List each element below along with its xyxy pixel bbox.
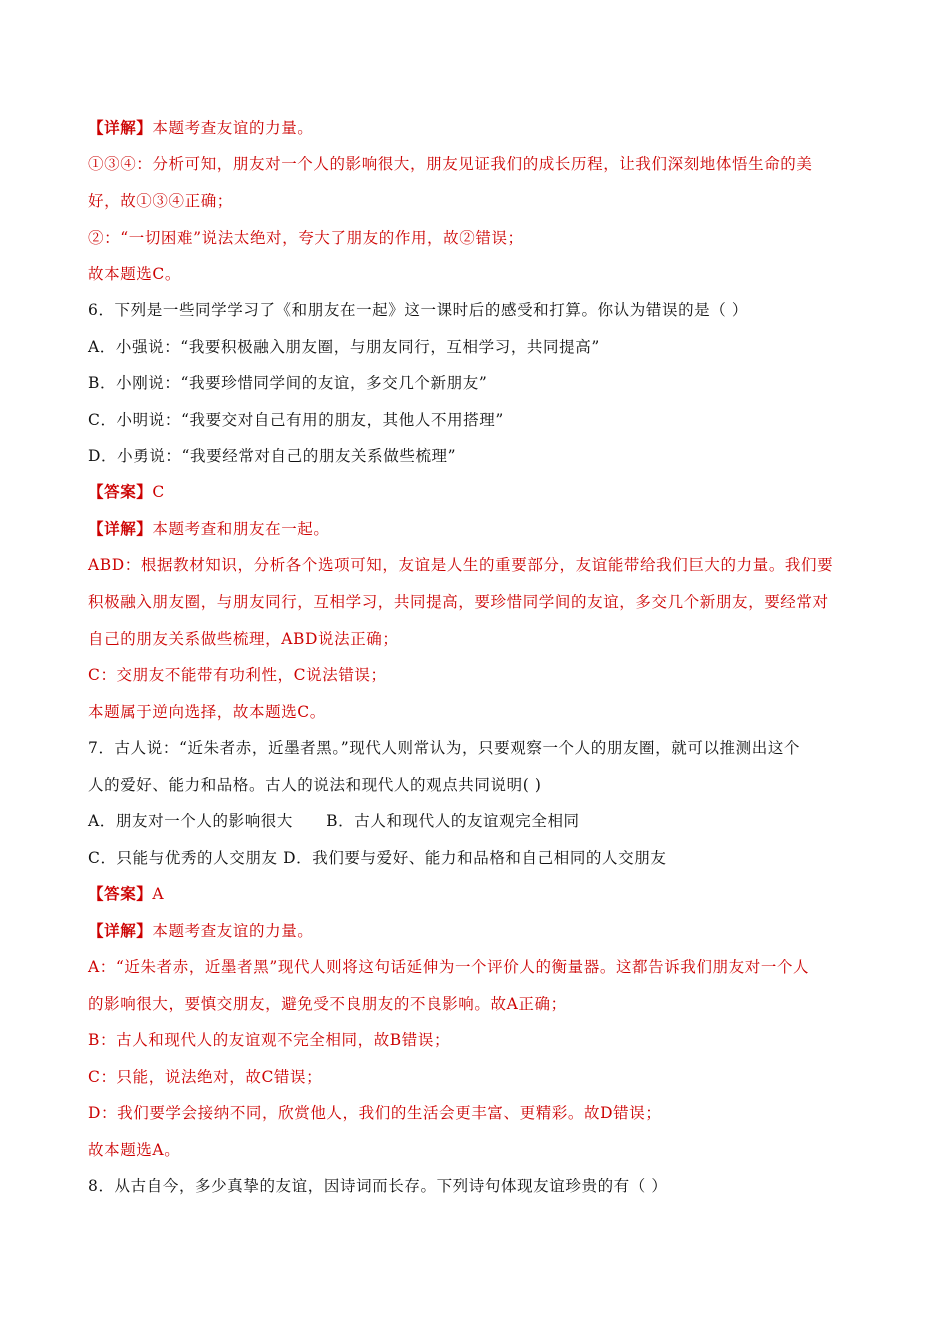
q7-conclusion: 故本题选A。 — [88, 1141, 181, 1159]
q7-analysis-line: 的影响很大，要慎交朋友，避免受不良朋友的不良影响。故A正确； — [88, 995, 567, 1013]
q7-stem: 7．古人说：“近朱者赤，近墨者黑。”现代人则常认为，只要观察一个人的朋友圈，就可以推测出这个 — [88, 739, 801, 757]
q7-detail-line — [88, 921, 878, 941]
q6-option-a: A．小强说：“我要积极融入朋友圈，与朋友同行，互相学习，共同提高” — [88, 338, 600, 356]
q6-conclusion: 本题属于逆向选择，故本题选C。 — [88, 703, 326, 721]
detail-bracket: 【详解】 — [88, 519, 153, 538]
q7-analysis-line: D：我们要学会接纳不同，欣赏他人，我们的生活会更丰富、更精彩。故D错误； — [88, 1104, 662, 1122]
q6-answer-line — [88, 482, 878, 502]
q5-analysis-line: ②：“一切困难”说法太绝对，夸大了朋友的作用，故②错误； — [88, 229, 524, 247]
q6-detail-line — [88, 519, 878, 539]
q6-option-b: B．小刚说：“我要珍惜同学间的友谊，多交几个新朋友” — [88, 374, 488, 392]
q5-analysis-line: ①③④：分析可知，朋友对一个人的影响很大，朋友见证我们的成长历程，让我们深刻地体悟生命的美 — [88, 155, 813, 173]
answer-bracket: 【答案】 — [88, 482, 153, 501]
q6-analysis-line: 积极融入朋友圈，与朋友同行，互相学习，共同提高，要珍惜同学间的友谊，多交几个新朋友，要经常对 — [88, 593, 829, 611]
q7-options-ab: A．朋友对一个人的影响很大 B．古人和现代人的友谊观完全相同 — [88, 812, 580, 830]
detail-text: 本题考查和朋友在一起。 — [152, 520, 330, 538]
detail-bracket: 【详解】 — [88, 118, 153, 137]
detail-text: 本题考查友谊的力量。 — [152, 922, 314, 940]
q7-options-cd: C．只能与优秀的人交朋友 D．我们要与爱好、能力和品格和自己相同的人交朋友 — [88, 849, 667, 867]
detail-bracket: 【详解】 — [88, 921, 153, 940]
q6-analysis-line: C：交朋友不能带有功利性，C说法错误； — [88, 666, 387, 684]
q7-answer-line — [88, 884, 878, 904]
q7-analysis-line: A：“近朱者赤，近墨者黑”现代人则将这句话延伸为一个评价人的衡量器。这都告诉我们朋友对一个人 — [88, 958, 810, 976]
q6-option-d: D．小勇说：“我要经常对自己的朋友关系做些梳理” — [88, 447, 457, 465]
q5-detail-line — [88, 118, 878, 138]
answer-value: A — [152, 885, 165, 903]
detail-text: 本题考查友谊的力量。 — [152, 119, 314, 137]
answer-value: C — [152, 483, 165, 501]
q6-analysis-line: ABD：根据教材知识，分析各个选项可知，友谊是人生的重要部分，友谊能带给我们巨大的力量。我们要 — [88, 556, 834, 574]
q7-stem: 人的爱好、能力和品格。古人的说法和现代人的观点共同说明( ) — [88, 776, 542, 794]
q5-conclusion: 故本题选C。 — [88, 265, 181, 283]
q6-stem: 6．下列是一些同学学习了《和朋友在一起》这一课时后的感受和打算。你认为错误的是（ ） — [88, 301, 748, 319]
q7-analysis-line: B：古人和现代人的友谊观不完全相同，故B错误； — [88, 1031, 451, 1049]
q8-stem: 8．从古自今，多少真挚的友谊，因诗词而长存。下列诗句体现友谊珍贵的有（ ） — [88, 1177, 668, 1195]
q7-analysis-line: C：只能，说法绝对，故C错误； — [88, 1068, 323, 1086]
answer-bracket: 【答案】 — [88, 884, 153, 903]
q6-analysis-line: 自己的朋友关系做些梳理，ABD说法正确； — [88, 630, 399, 648]
q6-option-c: C．小明说：“我要交对自己有用的朋友，其他人不用搭理” — [88, 411, 504, 429]
q5-analysis-line: 好，故①③④正确； — [88, 192, 233, 210]
